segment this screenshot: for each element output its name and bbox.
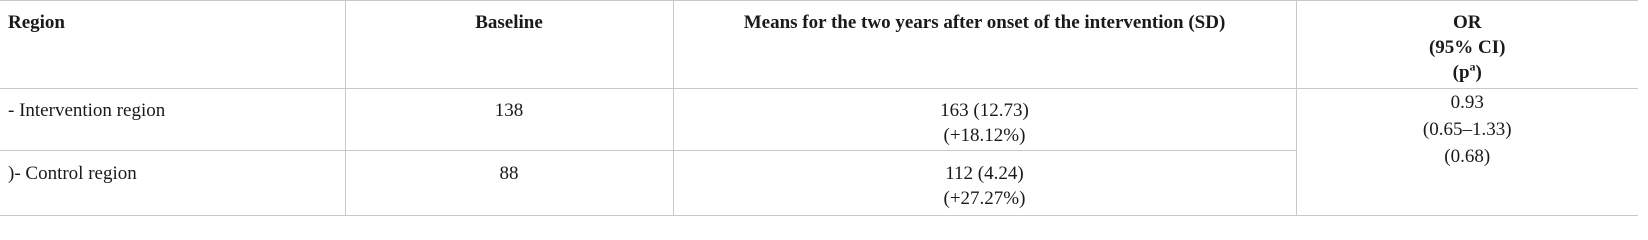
header-or-p-open: (p [1452,62,1470,83]
table-bottom-rule [0,215,1638,216]
odds-ratio-cell [1296,88,1638,215]
row-mean-cell [673,88,1296,150]
header-or-label: OR [1453,12,1482,33]
header-or-p [1297,60,1639,85]
row-region: - Intervention region [0,88,345,150]
header-or-p-close: ) [1475,62,1482,83]
header-odds-ratio [1296,0,1638,88]
odds-ratio-value: 0.93 [1450,91,1484,113]
row-mean-cell [673,150,1296,215]
odds-ratio-p: (0.68) [1444,145,1491,167]
row-mean: 112 (4.24) [945,162,1024,184]
row-mean: 163 (12.73) [940,99,1029,121]
row-region: )- Control region [0,150,345,215]
table-header-row [0,0,1638,88]
header-or-p-footnote: a [1469,59,1476,74]
row-change: (+18.12%) [943,124,1026,146]
odds-ratio-ci: (0.65–1.33) [1422,118,1512,140]
row-baseline: 88 [345,150,673,215]
row-change: (+27.27%) [943,187,1026,209]
header-means: Means for the two years after onset of the intervention (SD) [673,0,1296,88]
header-region: Region [8,12,65,33]
header-or-ci: (95% CI) [1428,37,1506,58]
header-baseline: Baseline [345,0,673,88]
table-row [0,88,1638,150]
row-baseline: 138 [345,88,673,150]
